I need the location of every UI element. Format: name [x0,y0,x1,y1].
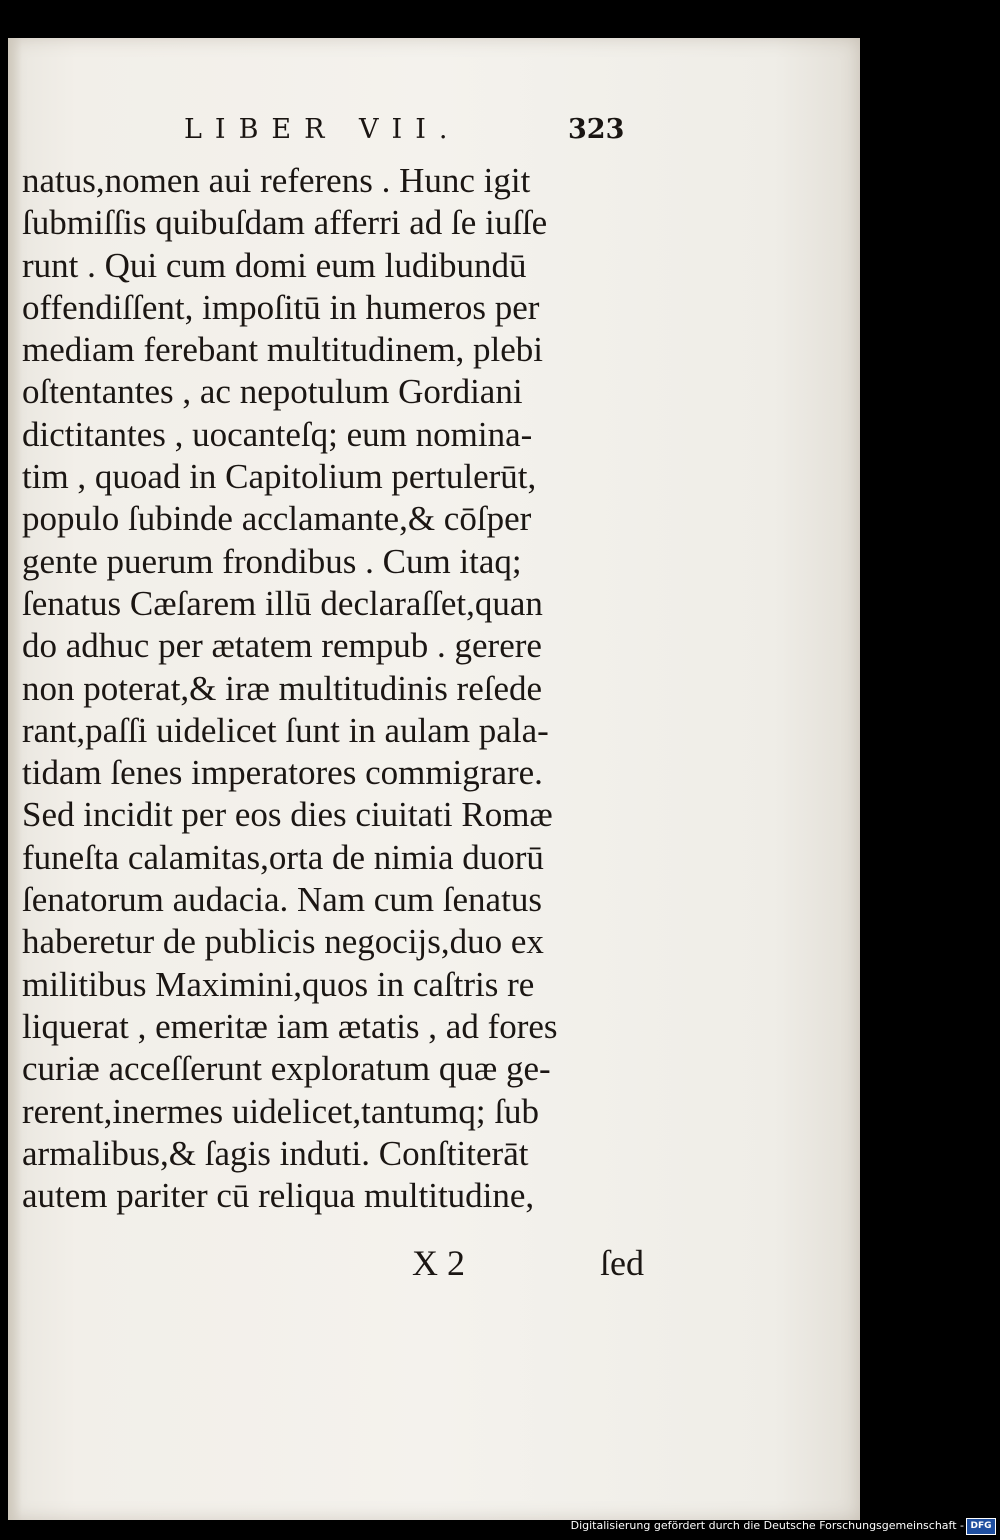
text-line: autem pariter cū reliqua multitudine, [22,1176,535,1216]
text-line: militibus Maximini,quos in caſtris re [22,964,535,1004]
text-line: gente puerum frondibus . Cum itaq; [22,541,522,581]
text-line: rerent,inermes uidelicet,tantumq; ſub [22,1091,540,1131]
text-line: ſubmiſſis quibuſdam afferri ad ſe iuſſe [22,203,548,243]
text-line: tim , quoad in Capitolium pertulerūt, [22,457,537,497]
book-page [8,38,860,1520]
text-line: liquerat , emeritæ iam ætatis , ad fores [22,1006,558,1046]
text-line: tidam ſenes imperatores commigrare. [22,753,543,793]
text-line: oſtentantes , ac nepotulum Gordiani [22,372,523,412]
text-line: runt . Qui cum domi eum ludibundū [22,245,527,285]
page-gutter-shadow [8,38,22,1520]
text-line: haberetur de publicis negocijs,duo ex [22,922,544,962]
signature-mark: X 2 [412,1243,465,1283]
digitization-credit: Digitalisierung gefördert durch die Deutsche Forschungsgemeinschaft - [570,1519,964,1532]
text-block [22,160,642,1217]
text-line: curiæ acceſſerunt exploratum quæ ge- [22,1049,551,1089]
text-line: Sed incidit per eos dies ciuitati Romæ [22,795,553,835]
text-line: do adhuc per ætatem rempub . gerere [22,626,542,666]
text-line: populo ſubinde acclamante,& cōſper [22,499,532,539]
dfg-logo: DFG [966,1518,996,1535]
text-line: offendiſſent, impoſitū in humeros per [22,287,540,327]
text-line: natus,nomen aui referens . Hunc igit [22,161,531,200]
text-line: funeſta calamitas,orta de nimia duorū [22,837,544,877]
text-line: non poterat,& iræ multitudinis reſede [22,668,543,708]
page-number: 323 [568,114,625,145]
catchword: ſed [600,1243,644,1283]
text-line: armalibus,& ſagis induti. Conſtiterāt [22,1133,529,1173]
text-line: dictitantes , uocanteſq; eum nomina- [22,414,533,454]
text-line: ſenatus Cæſarem illū declaraſſet,quan [22,583,543,623]
text-line: ſenatorum audacia. Nam cum ſenatus [22,880,542,920]
page-footer-line [22,1242,642,1286]
running-head: LIBER VII. [184,114,461,145]
text-line: rant,paſſi uidelicet ſunt in aulam pala- [22,710,549,750]
page-header [8,114,860,154]
text-line: mediam ferebant multitudinem, plebi [22,330,543,370]
